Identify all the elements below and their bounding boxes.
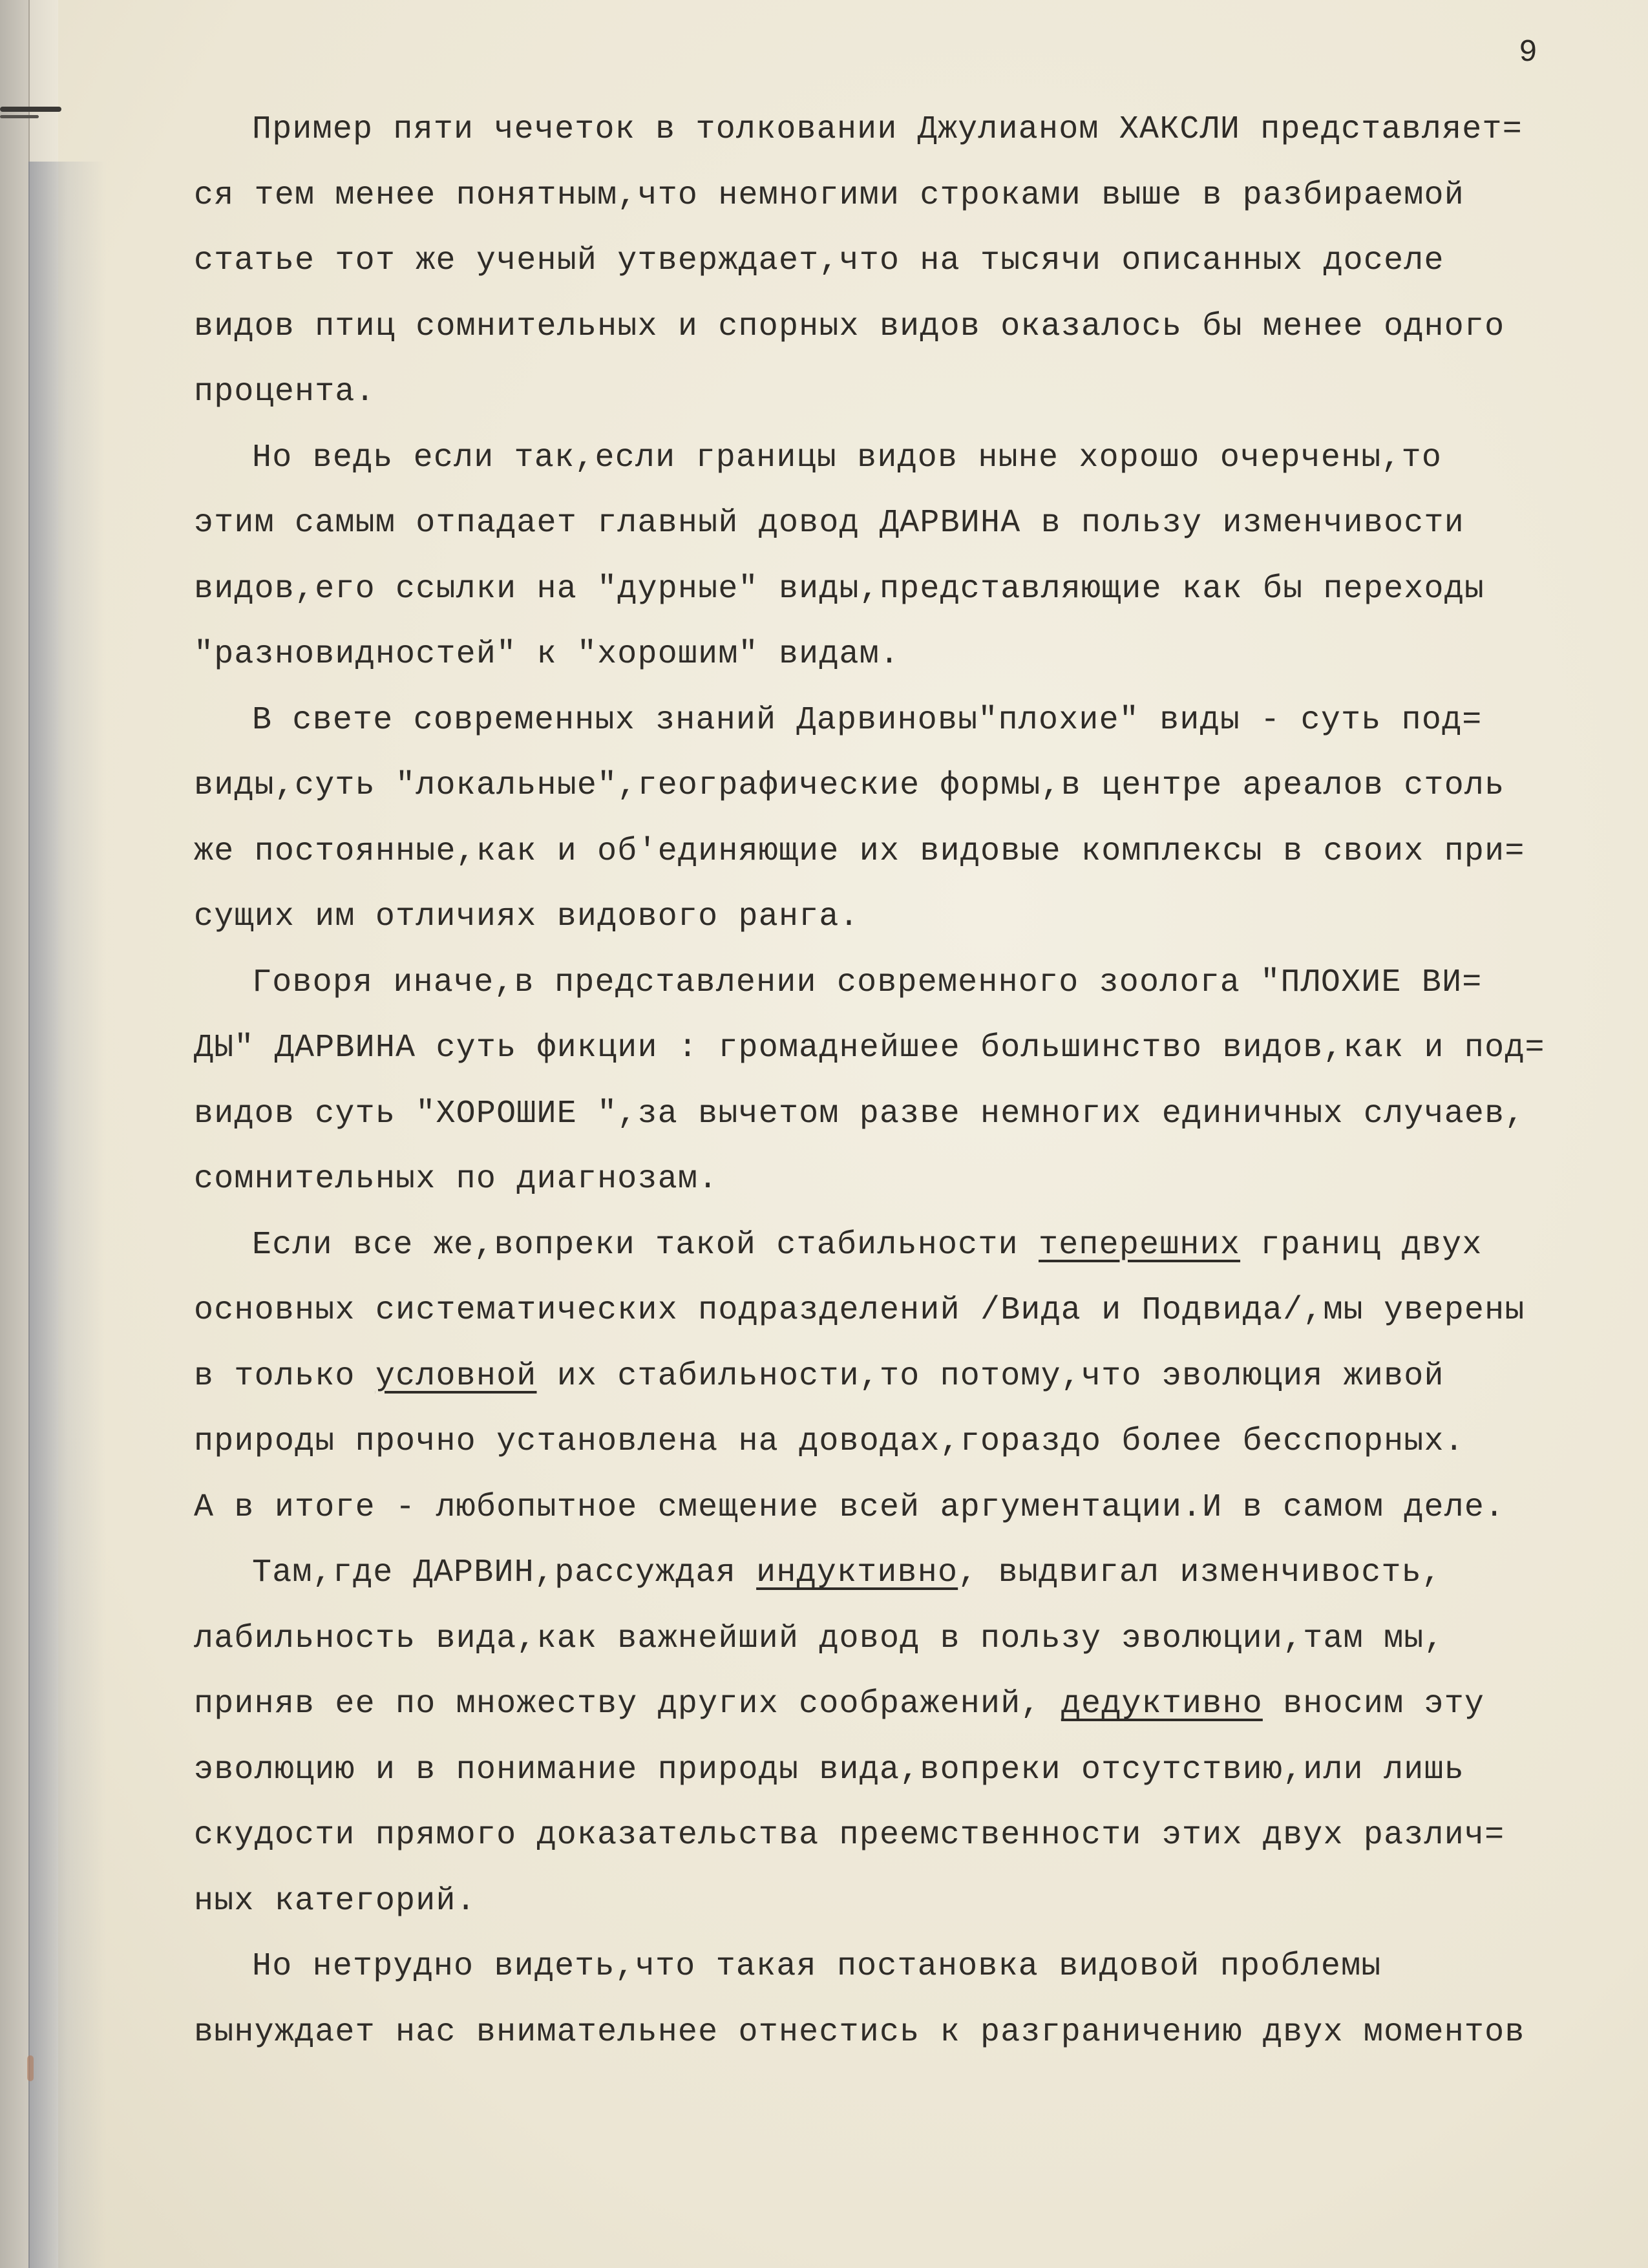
text-line: Но ведь если так,если границы видов ныне хорошо очерчены,то: [252, 439, 1442, 476]
text-segment: вносим эту: [1262, 1686, 1485, 1722]
text-line: сущих им отличиях видового ранга.: [194, 898, 860, 935]
underlined-word: индуктивно: [756, 1554, 958, 1591]
text-line: [194, 1344, 1642, 1410]
page-number: 9: [1519, 36, 1539, 70]
text-line: видов птиц сомнительных и спорных видов оказалось бы менее одного: [194, 308, 1505, 345]
scan-shadow: [28, 162, 106, 2268]
text-line: В свете современных знаний Дарвиновы"плохие" виды - суть под=: [252, 701, 1483, 739]
text-line: ных категорий.: [194, 1882, 476, 1920]
underlined-word: теперешних: [1039, 1226, 1241, 1264]
underlined-word: дедуктивно: [1061, 1686, 1263, 1722]
text-line: основных систематических подразделений /Вида и Подвида/,мы уверены: [194, 1292, 1525, 1329]
text-line: этим самым отпадает главный довод ДАРВИНА в пользу изменчивости: [194, 505, 1464, 542]
page-stain: [27, 2055, 34, 2081]
text-segment: , выдвигал изменчивость,: [958, 1554, 1442, 1591]
binding-thread: [0, 107, 61, 112]
text-line: статье тот же ученый утверждает,что на тысячи описанных доселе: [194, 242, 1444, 279]
text-line: скудости прямого доказательства преемственности этих двух различ=: [194, 1817, 1505, 1854]
underlined-word: условной: [375, 1357, 537, 1395]
text-segment: границ двух: [1240, 1226, 1483, 1264]
text-line: [194, 1540, 1642, 1606]
text-line: вынуждает нас внимательнее отнестись к разграничению двух моментов: [194, 2013, 1525, 2051]
text-line: "разновидностей" к "хорошим" видам.: [194, 636, 900, 673]
text-segment: в только: [194, 1357, 375, 1395]
typewritten-body: [194, 97, 1642, 2065]
text-line: природы прочно установлена на доводах,гораздо более бесспорных.: [194, 1423, 1464, 1460]
text-segment: Там,где ДАРВИН,рассуждая: [252, 1554, 757, 1591]
text-line: Говоря иначе,в представлении современного зоолога "ПЛОХИЕ ВИ=: [252, 964, 1483, 1001]
text-line: А в итоге - любопытное смещение всей аргументации.И в самом деле.: [194, 1489, 1505, 1526]
text-line: ся тем менее понятным,что немногими строками выше в разбираемой: [194, 176, 1464, 214]
text-segment: их стабильности,то потому,что эволюция живой: [536, 1357, 1444, 1395]
text-line: видов суть "ХОРОШИЕ ",за вычетом разве немногих единичных случаев,: [194, 1095, 1525, 1132]
text-line: виды,суть "локальные",географические формы,в центре ареалов столь: [194, 767, 1505, 804]
text-line: Но нетрудно видеть,что такая постановка видовой проблемы: [252, 1948, 1382, 1985]
text-line: сомнительных по диагнозам.: [194, 1161, 719, 1198]
text-line: ДЫ" ДАРВИНА суть фикции : громаднейшее большинство видов,как и под=: [194, 1030, 1545, 1066]
text-line: [194, 1671, 1642, 1737]
text-line: процента.: [194, 374, 375, 410]
text-line: [194, 1213, 1642, 1278]
text-line: эволюцию и в понимание природы вида,вопреки отсутствию,или лишь: [194, 1751, 1464, 1788]
text-line: Пример пяти чечеток в толковании Джулианом ХАКСЛИ представляет=: [252, 111, 1523, 148]
text-line: видов,его ссылки на "дурные" виды,представляющие как бы переходы: [194, 570, 1485, 608]
binding-thread-secondary: [0, 115, 39, 118]
text-line: лабильность вида,как важнейший довод в пользу эволюции,там мы,: [194, 1620, 1444, 1657]
text-segment: Если все же,вопреки такой стабильности: [252, 1226, 1039, 1264]
text-segment: приняв ее по множеству других соображений,: [194, 1686, 1061, 1722]
text-line: же постоянные,как и об'единяющие их видовые комплексы в своих при=: [194, 832, 1525, 870]
binding-strip: [0, 0, 30, 2268]
